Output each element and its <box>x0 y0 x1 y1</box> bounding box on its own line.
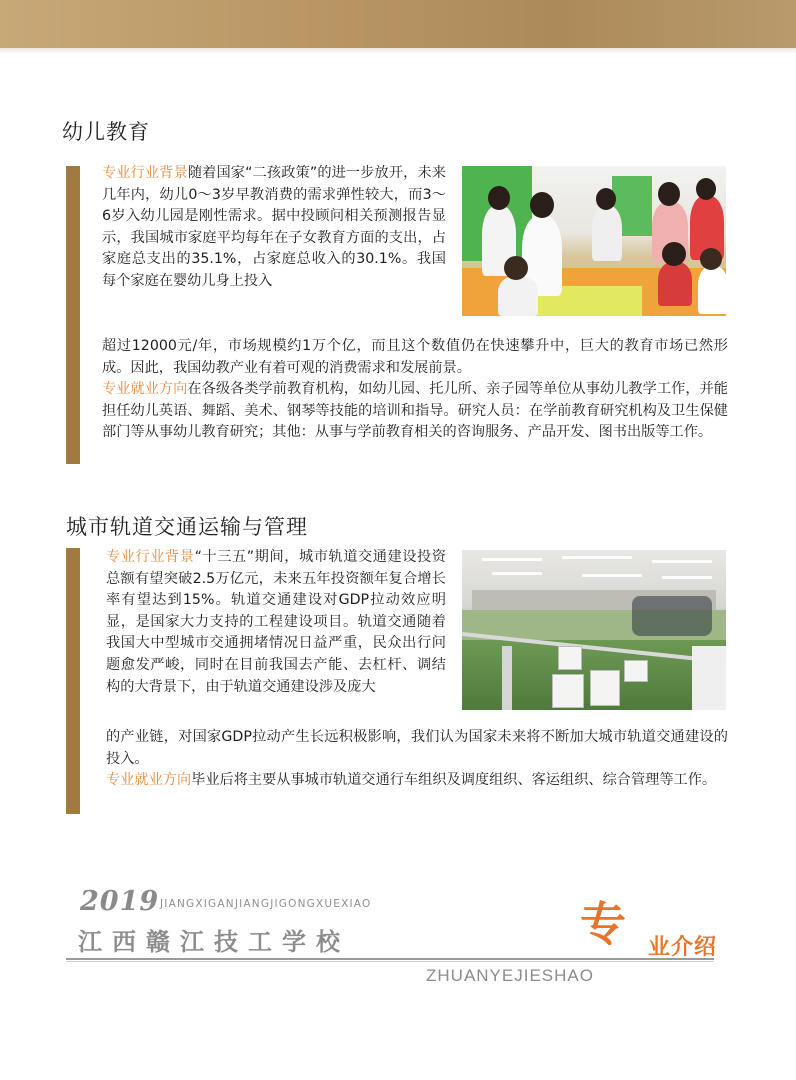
footer-subtitle: 业介绍 <box>648 934 718 960</box>
rail-background-text-wrapped: “十三五”期间，城市轨道交通建设投资总额有望突破2.5万亿元，未来五年投资额年复合增长率有望达到15%。轨道交通建设对GDP拉动效应明显，是国家大力支持的工程建设项目。轨道交通随着我国大中型城市交通拥堵情况日益严重，民众出行问题愈发严峻，同时在目前我国去产能、去杠杆、调结构的大背景下，由于轨道交通建设涉及庞大 <box>106 549 446 695</box>
preschool-background-paragraph-full <box>102 336 728 444</box>
footer-school-pinyin: JIANGXIGANJIANGJIGONGXUEXIAO <box>160 898 372 910</box>
preschool-direction-label: 专业就业方向 <box>102 381 188 398</box>
preschool-background-label: 专业行业背景 <box>102 165 188 181</box>
section-title-preschool: 幼儿教育 <box>62 120 150 144</box>
section-title-rail: 城市轨道交通运输与管理 <box>66 515 308 539</box>
footer-big-character: 专 <box>580 897 626 951</box>
section-bar-rail <box>66 548 80 814</box>
rail-background-paragraph-full <box>106 727 728 792</box>
preschool-classroom-photo <box>462 166 726 316</box>
top-decorative-band <box>0 0 796 48</box>
footer-school-name: 江西赣江技工学校 <box>78 927 350 956</box>
preschool-background-text-continued: 超过12000元/年，市场规模约1万个亿，而且这个数值仍在快速攀升中，巨大的教育市场已然形成。因此，我国幼教产业有着可观的消费需求和发展前景。 <box>102 338 728 376</box>
rail-background-label: 专业行业背景 <box>106 549 195 565</box>
rail-background-paragraph-wrapped <box>106 547 446 698</box>
footer-divider <box>66 958 714 960</box>
rail-direction-label: 专业就业方向 <box>106 772 192 789</box>
rail-background-text-continued: 的产业链，对国家GDP拉动产生长远积极影响，我们认为国家未来将不断加大城市轨道交通建设的投入。 <box>106 729 728 767</box>
preschool-direction-text: 在各级各类学前教育机构，如幼儿园、托儿所、亲子园等单位从事幼儿教学工作，并能担任幼儿英语、舞蹈、美术、钢琴等技能的培训和指导。研究人员：在学前教育研究机构及卫生保健部门等从事幼儿教育研究；其他：从事与学前教育相关的咨询服务、产品开发、图书出版等工作。 <box>102 381 728 441</box>
preschool-background-text-wrapped: 随着国家“二孩政策”的进一步放开，未来几年内，幼儿0～3岁早教消费的需求弹性较大，而3～6岁入幼儿园是刚性需求。据中投顾问相关预测报告显示，我国城市家庭平均每年在子女教育方面的支出，占家庭总支出的35.1%，占家庭总收入的30.1%。我国每个家庭在婴幼儿身上投入 <box>102 165 446 289</box>
rail-direction-text: 毕业后将主要从事城市轨道交通行车组织及调度组织、客运组织、综合管理等工作。 <box>191 772 717 789</box>
section-bar-preschool <box>66 166 80 464</box>
preschool-background-paragraph-wrapped <box>102 163 446 293</box>
footer-year: 2019 <box>80 886 160 917</box>
footer-divider-light <box>66 961 714 962</box>
rail-model-photo <box>462 550 726 710</box>
footer-zhuanye-pinyin: ZHUANYEJIESHAO <box>426 966 594 985</box>
